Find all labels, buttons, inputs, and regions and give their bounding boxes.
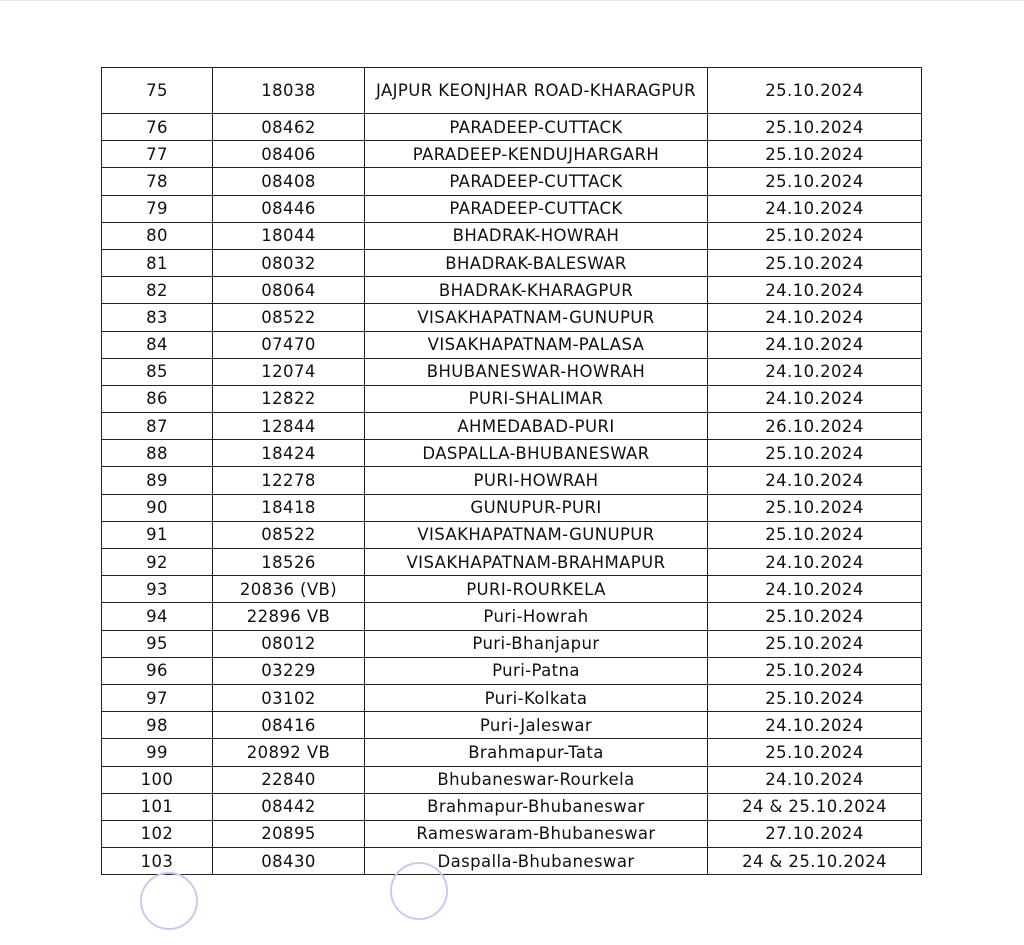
- date-cell: 26.10.2024: [708, 413, 922, 440]
- train-number-cell: 08462: [213, 114, 365, 141]
- train-number-cell: 08416: [213, 712, 365, 739]
- table-row: [102, 141, 922, 168]
- route-cell: Puri-Kolkata: [365, 684, 708, 711]
- date-cell: 24.10.2024: [708, 277, 922, 304]
- date-cell: 24.10.2024: [708, 712, 922, 739]
- route-cell: Puri-Jaleswar: [365, 712, 708, 739]
- table-row: [102, 195, 922, 222]
- date-cell: 25.10.2024: [708, 141, 922, 168]
- table-row: [102, 549, 922, 576]
- serial-number-cell: 91: [102, 521, 213, 548]
- date-cell: 24.10.2024: [708, 385, 922, 412]
- date-cell: 25.10.2024: [708, 249, 922, 276]
- serial-number-cell: 102: [102, 820, 213, 847]
- table-body: [102, 68, 922, 875]
- route-cell: PARADEEP-KENDUJHARGARH: [365, 141, 708, 168]
- table-row: [102, 793, 922, 820]
- table-row: [102, 494, 922, 521]
- train-number-cell: 08032: [213, 249, 365, 276]
- route-cell: Daspalla-Bhubaneswar: [365, 848, 708, 875]
- route-cell: AHMEDABAD-PURI: [365, 413, 708, 440]
- table-row: [102, 739, 922, 766]
- table-row: [102, 820, 922, 847]
- date-cell: 25.10.2024: [708, 168, 922, 195]
- table-row: [102, 467, 922, 494]
- route-cell: Brahmapur-Bhubaneswar: [365, 793, 708, 820]
- train-number-cell: 20895: [213, 820, 365, 847]
- date-cell: 25.10.2024: [708, 114, 922, 141]
- serial-number-cell: 100: [102, 766, 213, 793]
- date-cell: 24.10.2024: [708, 766, 922, 793]
- train-number-cell: 18038: [213, 68, 365, 114]
- route-cell: Puri-Bhanjapur: [365, 630, 708, 657]
- serial-number-cell: 81: [102, 249, 213, 276]
- table-row: [102, 521, 922, 548]
- table-row: [102, 385, 922, 412]
- serial-number-cell: 95: [102, 630, 213, 657]
- route-cell: GUNUPUR-PURI: [365, 494, 708, 521]
- route-cell: Puri-Patna: [365, 657, 708, 684]
- date-cell: 25.10.2024: [708, 684, 922, 711]
- route-cell: PURI-SHALIMAR: [365, 385, 708, 412]
- date-cell: 24.10.2024: [708, 331, 922, 358]
- route-cell: VISAKHAPATNAM-GUNUPUR: [365, 304, 708, 331]
- route-cell: BHUBANESWAR-HOWRAH: [365, 358, 708, 385]
- route-cell: Puri-Howrah: [365, 603, 708, 630]
- table-row: [102, 68, 922, 114]
- serial-number-cell: 101: [102, 793, 213, 820]
- route-cell: BHADRAK-BALESWAR: [365, 249, 708, 276]
- train-number-cell: 22896 VB: [213, 603, 365, 630]
- train-number-cell: 18526: [213, 549, 365, 576]
- serial-number-cell: 75: [102, 68, 213, 114]
- route-cell: PURI-ROURKELA: [365, 576, 708, 603]
- serial-number-cell: 83: [102, 304, 213, 331]
- date-cell: 25.10.2024: [708, 222, 922, 249]
- date-cell: 27.10.2024: [708, 820, 922, 847]
- route-cell: Brahmapur-Tata: [365, 739, 708, 766]
- train-number-cell: 20836 (VB): [213, 576, 365, 603]
- table-row: [102, 304, 922, 331]
- route-cell: BHADRAK-KHARAGPUR: [365, 277, 708, 304]
- serial-number-cell: 85: [102, 358, 213, 385]
- train-number-cell: 08406: [213, 141, 365, 168]
- route-cell: Bhubaneswar-Rourkela: [365, 766, 708, 793]
- date-cell: 25.10.2024: [708, 68, 922, 114]
- train-number-cell: 18424: [213, 440, 365, 467]
- serial-number-cell: 90: [102, 494, 213, 521]
- train-number-cell: 08522: [213, 304, 365, 331]
- table-row: [102, 222, 922, 249]
- table-row: [102, 440, 922, 467]
- train-number-cell: 18418: [213, 494, 365, 521]
- serial-number-cell: 89: [102, 467, 213, 494]
- date-cell: 25.10.2024: [708, 657, 922, 684]
- date-cell: 24.10.2024: [708, 549, 922, 576]
- route-cell: PURI-HOWRAH: [365, 467, 708, 494]
- serial-number-cell: 77: [102, 141, 213, 168]
- route-cell: PARADEEP-CUTTACK: [365, 195, 708, 222]
- date-cell: 25.10.2024: [708, 494, 922, 521]
- serial-number-cell: 79: [102, 195, 213, 222]
- train-number-cell: 08408: [213, 168, 365, 195]
- train-number-cell: 07470: [213, 331, 365, 358]
- date-cell: 25.10.2024: [708, 440, 922, 467]
- table-row: [102, 657, 922, 684]
- table-row: [102, 630, 922, 657]
- date-cell: 24.10.2024: [708, 576, 922, 603]
- serial-number-cell: 99: [102, 739, 213, 766]
- table-row: [102, 413, 922, 440]
- table-row: [102, 712, 922, 739]
- train-number-cell: 08446: [213, 195, 365, 222]
- serial-number-cell: 96: [102, 657, 213, 684]
- serial-number-cell: 94: [102, 603, 213, 630]
- serial-number-cell: 97: [102, 684, 213, 711]
- route-cell: DASPALLA-BHUBANESWAR: [365, 440, 708, 467]
- date-cell: 24 & 25.10.2024: [708, 848, 922, 875]
- train-number-cell: 12278: [213, 467, 365, 494]
- route-cell: PARADEEP-CUTTACK: [365, 114, 708, 141]
- serial-number-cell: 82: [102, 277, 213, 304]
- train-number-cell: 12844: [213, 413, 365, 440]
- route-cell: VISAKHAPATNAM-PALASA: [365, 331, 708, 358]
- top-divider: [0, 0, 1024, 1]
- date-cell: 24.10.2024: [708, 467, 922, 494]
- date-cell: 24.10.2024: [708, 195, 922, 222]
- date-cell: 25.10.2024: [708, 739, 922, 766]
- table-row: [102, 331, 922, 358]
- train-number-cell: 08522: [213, 521, 365, 548]
- serial-number-cell: 80: [102, 222, 213, 249]
- train-number-cell: 08442: [213, 793, 365, 820]
- date-cell: 25.10.2024: [708, 630, 922, 657]
- train-number-cell: 12822: [213, 385, 365, 412]
- train-number-cell: 03229: [213, 657, 365, 684]
- train-number-cell: 08012: [213, 630, 365, 657]
- serial-number-cell: 88: [102, 440, 213, 467]
- train-number-cell: 03102: [213, 684, 365, 711]
- serial-number-cell: 87: [102, 413, 213, 440]
- table-row: [102, 576, 922, 603]
- table-row: [102, 766, 922, 793]
- date-cell: 24.10.2024: [708, 358, 922, 385]
- date-cell: 24.10.2024: [708, 304, 922, 331]
- route-cell: Rameswaram-Bhubaneswar: [365, 820, 708, 847]
- table-row: [102, 114, 922, 141]
- route-cell: PARADEEP-CUTTACK: [365, 168, 708, 195]
- serial-number-cell: 86: [102, 385, 213, 412]
- date-cell: 25.10.2024: [708, 603, 922, 630]
- train-number-cell: 20892 VB: [213, 739, 365, 766]
- serial-number-cell: 98: [102, 712, 213, 739]
- serial-number-cell: 76: [102, 114, 213, 141]
- route-cell: VISAKHAPATNAM-BRAHMAPUR: [365, 549, 708, 576]
- circle-mark: [390, 862, 448, 920]
- table-row: [102, 277, 922, 304]
- train-number-cell: 08064: [213, 277, 365, 304]
- table-row: [102, 168, 922, 195]
- serial-number-cell: 103: [102, 848, 213, 875]
- table-row: [102, 249, 922, 276]
- table-row: [102, 684, 922, 711]
- serial-number-cell: 78: [102, 168, 213, 195]
- train-schedule-table: [101, 67, 922, 875]
- serial-number-cell: 92: [102, 549, 213, 576]
- train-number-cell: 12074: [213, 358, 365, 385]
- serial-number-cell: 84: [102, 331, 213, 358]
- train-number-cell: 22840: [213, 766, 365, 793]
- route-cell: VISAKHAPATNAM-GUNUPUR: [365, 521, 708, 548]
- route-cell: BHADRAK-HOWRAH: [365, 222, 708, 249]
- date-cell: 24 & 25.10.2024: [708, 793, 922, 820]
- table-row: [102, 848, 922, 875]
- table-row: [102, 603, 922, 630]
- train-number-cell: 18044: [213, 222, 365, 249]
- route-cell: JAJPUR KEONJHAR ROAD-KHARAGPUR: [365, 68, 708, 114]
- serial-number-cell: 93: [102, 576, 213, 603]
- train-number-cell: 08430: [213, 848, 365, 875]
- table-row: [102, 358, 922, 385]
- circle-mark: [140, 872, 198, 930]
- date-cell: 25.10.2024: [708, 521, 922, 548]
